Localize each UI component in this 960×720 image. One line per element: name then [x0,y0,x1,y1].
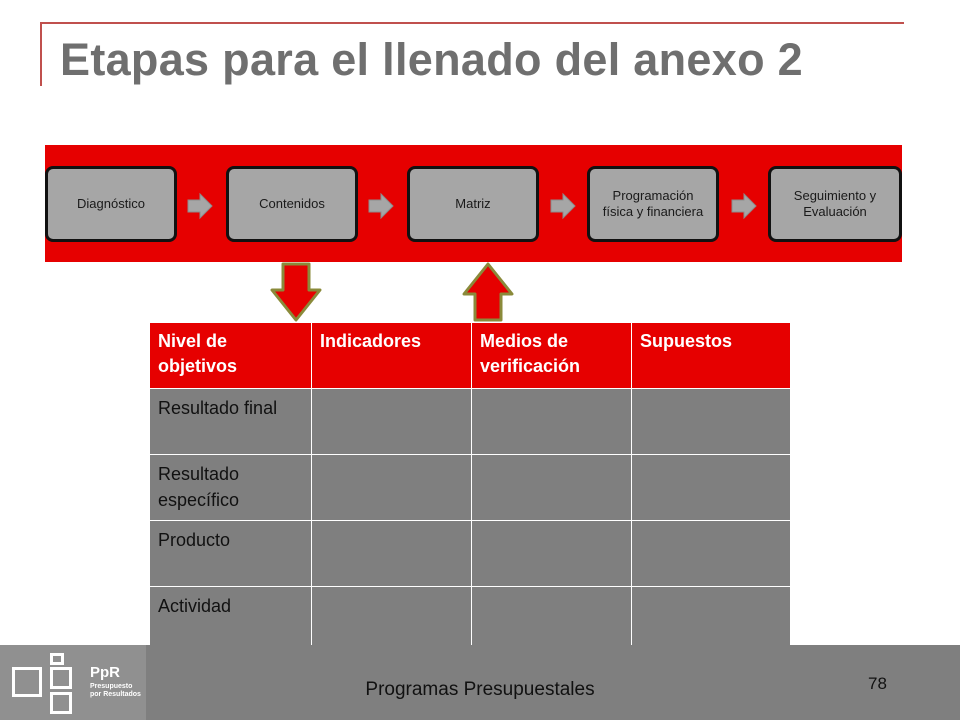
process-step-seguimiento: Seguimiento y Evaluación [768,166,902,242]
table-cell [472,587,632,651]
logo-title: PpR [90,664,120,681]
process-step-matriz: Matriz [407,166,539,242]
table-cell [632,587,791,651]
table-cell [312,521,472,587]
process-step-programacion: Programación física y financiera [587,166,719,242]
title-rule-left [40,22,42,86]
table-cell [632,389,791,455]
row-label: Resultado final [150,389,312,455]
right-arrow-icon [367,192,395,220]
down-arrow-icon [270,262,322,322]
footer-text: Programas Presupuestales [365,679,595,700]
logo-subtitle-line-2: por Resultados [90,691,141,699]
table-cell [632,521,791,587]
logo-square-small [50,653,64,665]
process-step-diagnostico: Diagnóstico [45,166,177,242]
up-arrow-icon [462,262,514,322]
page-number: 78 [868,674,887,693]
table-row [150,455,791,521]
right-arrow-icon [730,192,758,220]
table-row [150,587,791,651]
table-row [150,389,791,455]
table-cell [632,455,791,521]
logo-subtitle-line-1: Presupuesto [90,683,133,690]
row-label: Resultado específico [150,455,312,521]
row-label: Producto [150,521,312,587]
table-cell [312,455,472,521]
table-header-row [150,323,791,389]
table-cell [472,521,632,587]
header-medios-verificacion: Medios de verificación [472,323,632,389]
header-indicadores: Indicadores [312,323,472,389]
title-rule-top [40,22,904,24]
right-arrow-icon [549,192,577,220]
table-cell [312,389,472,455]
row-label: Actividad [150,587,312,651]
table-cell [312,587,472,651]
logframe-table [149,322,791,651]
right-arrow-icon [186,192,214,220]
process-step-contenidos: Contenidos [226,166,358,242]
slide-title: Etapas para el llenado del anexo 2 [60,34,803,85]
table-cell [472,455,632,521]
header-supuestos: Supuestos [632,323,791,389]
header-nivel-objetivos: Nivel de objetivos [150,323,312,389]
table-cell [472,389,632,455]
table-row [150,521,791,587]
